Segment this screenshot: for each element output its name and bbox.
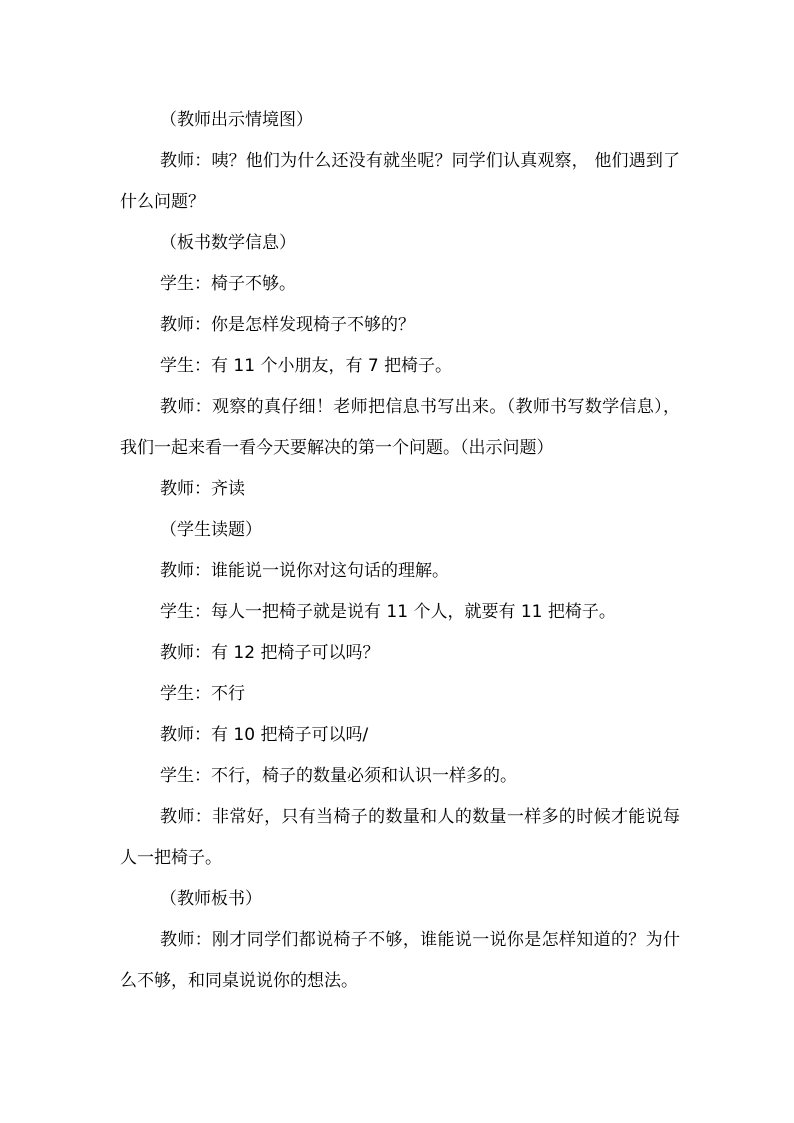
paragraph-situation-note: （教师出示情境图） <box>160 110 313 130</box>
paragraph-teacher-question: 教师：刚才同学们都说椅子不够，谁能说一说你是怎样知道的？为什么不够，和同桌说说你的想法。 <box>120 930 680 991</box>
document-body <box>120 100 680 1002</box>
paragraph-teacher-remark: 教师：齐读 <box>160 479 245 499</box>
paragraph-student-answer: 学生：椅子不够。 <box>160 274 296 294</box>
paragraph-student-answer: 学生：不行 <box>160 684 245 704</box>
paragraph-student-answer: 学生：每人一把椅子就是说有 11 个人，就要有 11 把椅子。 <box>160 602 616 622</box>
paragraph-student-answer: 学生：不行，椅子的数量必须和认识一样多的。 <box>160 766 517 786</box>
paragraph-board-note: （板书数学信息） <box>160 233 296 253</box>
paragraph-teacher-question: 教师：有 10 把椅子可以吗/ <box>160 725 369 745</box>
paragraph-reading-note: （学生读题） <box>160 520 262 540</box>
paragraph-teacher-question: 教师：谁能说一说你对这句话的理解。 <box>160 561 449 581</box>
paragraph-teacher-question: 教师：咦？他们为什么还没有就坐呢？同学们认真观察， 他们遇到了什么问题？ <box>120 151 680 212</box>
paragraph-teacher-question: 教师：有 12 把椅子可以吗？ <box>160 643 380 663</box>
paragraph-teacher-question: 教师：你是怎样发现椅子不够的？ <box>160 315 415 335</box>
paragraph-board-note: （教师板书） <box>160 889 262 909</box>
paragraph-teacher-remark: 教师：观察的真仔细！老师把信息书写出来。（教师书写数学信息），我们一起来看一看今天要解决的第一个问题。（出示问题） <box>120 397 680 458</box>
paragraph-teacher-remark: 教师：非常好，只有当椅子的数量和人的数量一样多的时候才能说每人一把椅子。 <box>120 807 680 868</box>
paragraph-student-answer: 学生：有 11 个小朋友，有 7 把椅子。 <box>160 356 453 376</box>
